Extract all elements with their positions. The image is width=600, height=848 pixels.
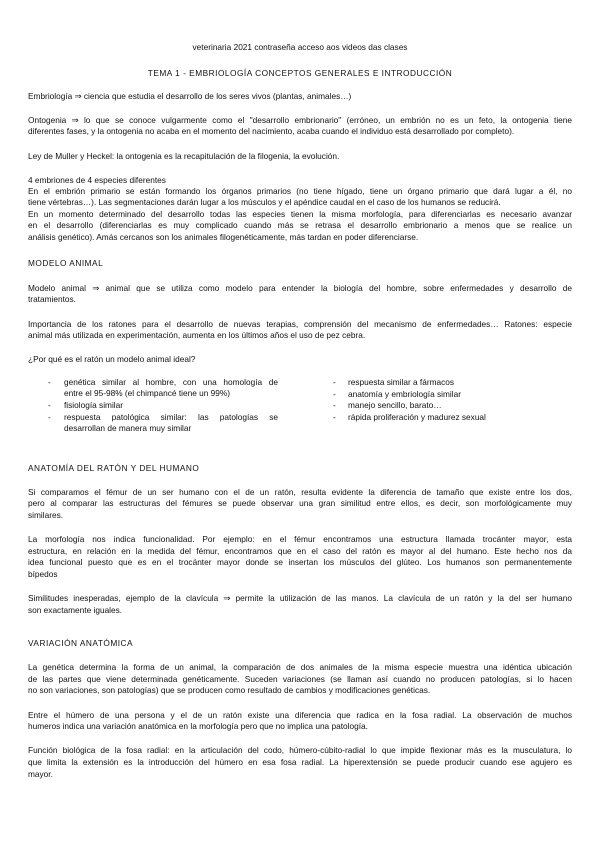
anatomia-p3-line: Similitudes inesperadas, ejemplo de la clavícula ⇒ permite la utilización de las manos. La clavícula de un ratón y la del ser humano — [28, 593, 572, 603]
list-dash: - — [48, 400, 51, 410]
list-item: fisiología similar — [64, 400, 124, 410]
section-heading-variacion: VARIACIÓN ANATÓMICA — [28, 638, 134, 648]
list-dash: - — [333, 377, 336, 387]
variacion-p3-line: mayor. — [28, 769, 53, 779]
variacion-p1-line: no son variaciones, son patologías) que se producen como resultado de cambios y modificaciones genéticas. — [28, 685, 431, 695]
list-item-continuation: desarrollan de manera muy similar — [64, 423, 192, 433]
ontogenia-line: Ontogenia ⇒ lo que se conoce vulgarmente como el "desarrollo embrionario" (erróneo, un embrión no es un feto, la ontogenia tiene — [28, 115, 572, 125]
variacion-p2-line: humeros indica una variación anatómica en la morfología pero que no implica una patología. — [28, 721, 368, 731]
list-dash: - — [48, 377, 51, 387]
list-dash: - — [333, 389, 336, 399]
anatomia-p2-line: La morfología nos indica funcionalidad. Por ejemplo: en el fémur encontramos una estructura llamada trocánter mayor, esta — [28, 534, 572, 544]
anatomia-p1-line: Si comparamos el fémur de un ser humano con el de un ratón, resulta evidente la diferencia de tamaño que existe entre los dos, — [28, 487, 572, 497]
anatomia-p2-line: bípedos — [28, 569, 58, 579]
modelo-p2-line: animal más utilizada en experimentación, aumenta en los últimos años el uso de pez cebra. — [28, 330, 366, 340]
modelo-p1-line: tratamientos. — [28, 294, 76, 304]
modelo-p1-line: Modelo animal ⇒ animal que se utiliza como modelo para entender la biología del hombre, sobre enfermedades y desarrollo de — [28, 283, 572, 293]
list-item: respuesta patológica similar: las patologías se — [64, 412, 278, 422]
modelo-p2-line: Importancia de los ratones para el desarrollo de nuevas terapias, comprensión del mecanismo de enfermedades… Ratones: especie — [28, 319, 572, 329]
variacion-p1-line: de las partes que viene determinada genéticamente. Suceden variaciones (se llaman así cuando no producen patologías, si lo hacen — [28, 674, 572, 684]
section-heading-anatomia: ANATOMÍA DEL RATÓN Y DEL HUMANO — [28, 463, 200, 473]
list-item: respuesta similar a fármacos — [348, 377, 455, 387]
document-title: veterinaria 2021 contraseña acceso aos videos das clases — [192, 42, 408, 52]
anatomia-p3-line: son exactamente iguales. — [28, 605, 123, 615]
embriones-line: análisis genético). Amás cercanos son los animales filogenéticamente, más tardan en poder diferenciarse. — [28, 232, 419, 242]
list-item: genética similar al hombre, con una homología de — [64, 377, 278, 387]
list-dash: - — [48, 412, 51, 422]
variacion-p1-line: La genética determina la forma de un animal, la comparación de dos animales de la misma especie muestra una idéntica ubicación — [28, 662, 572, 672]
variacion-p2-line: Entre el húmero de una persona y el de un ratón existe una diferencia que radica en la fosa radial. La observación de muchos — [28, 710, 572, 720]
embriologia-definition: Embriología ⇒ ciencia que estudia el desarrollo de los seres vivos (plantas, animales…) — [28, 91, 352, 101]
embriones-title: 4 embriones de 4 especies diferentes — [28, 175, 166, 185]
topic-heading: TEMA 1 - EMBRIOLOGÍA CONCEPTOS GENERALES E INTRODUCCIÓN — [147, 68, 453, 78]
modelo-question: ¿Por qué es el ratón un modelo animal ideal? — [28, 354, 196, 364]
ley-muller-heckel: Ley de Muller y Heckel: la ontogenia es la recapitulación de la filogenia, la evolución. — [28, 151, 340, 161]
list-item-continuation: entre el 95-98% (el chimpancé tiene un 99%) — [64, 388, 231, 398]
list-item: rápida proliferación y madurez sexual — [348, 412, 486, 422]
embriones-line: tiene vértebras…). Las segmentaciones darán lugar a los músculos y el apéndice caudal en el caso de los humanos se reducirá. — [28, 197, 501, 207]
list-item: anatomía y embriología similar — [348, 389, 461, 399]
embriones-line: En el embrión primario se están formando los órganos primarios (no tiene hígado, tiene un órgano primario que dará lugar a él, no — [28, 186, 572, 196]
section-heading-modelo: MODELO ANIMAL — [28, 258, 104, 268]
ontogenia-line: diferentes fases, y la ontogenia no acaba en el momento del nacimiento, acaba cuando el individuo está desarrollado por completo). — [28, 126, 515, 136]
anatomia-p1-line: pero al comparar las estructuras del fémures se puede observar una gran similitud entre ellos, es decir, son morfológicamente muy — [28, 498, 572, 508]
list-dash: - — [333, 412, 336, 422]
anatomia-p2-line: idea funcional puesto que es en el trocánter mayor donde se insertan los músculos del glúteo. Los humanos son permanentemente — [28, 557, 572, 567]
embriones-line: en el desarrollo (diferenciarlas es muy complicado cuando más se retrasa el desarrollo embrionario a menos que se realice un — [28, 220, 572, 230]
list-item: manejo sencillo, barato… — [348, 400, 442, 410]
anatomia-p1-line: similares. — [28, 510, 64, 520]
variacion-p3-line: que limita la extensión es la introducción del húmero en esa fosa radial. La hiperextensión se puede producir cuando ese agujero es — [28, 757, 572, 767]
anatomia-p2-line: estructura, en relación en la medida del fémur, encontramos que en el caso del ratón es mayor al del humano. Este hecho nos da — [28, 546, 572, 556]
list-dash: - — [333, 400, 336, 410]
embriones-line: En un momento determinado del desarrollo todas las especies tienen la misma morfología, para diferenciarlas es necesario avanzar — [28, 209, 572, 219]
variacion-p3-line: Función biológica de la fosa radial: en la articulación del codo, húmero-cúbito-radial lo que impide flexionar más es la musculatura, lo — [28, 745, 572, 755]
